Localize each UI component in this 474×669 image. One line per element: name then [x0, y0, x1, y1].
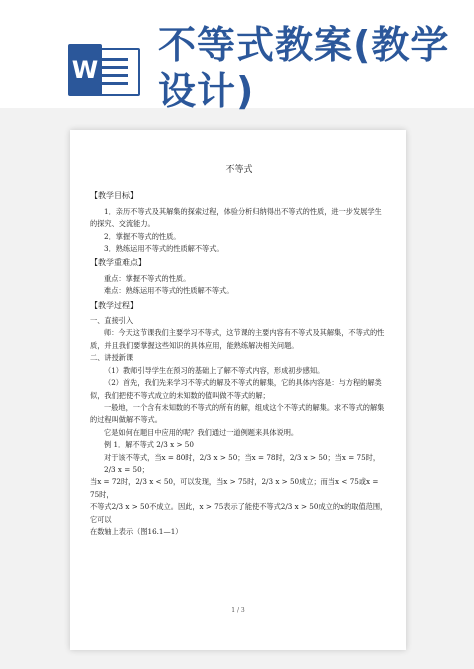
process-paragraph: 师：今天这节课我们主要学习不等式，这节课的主要内容有不等式及其解集，不等式的性质，并且我们要掌握这些知识的具体应用，能熟练解决相关问题。 — [90, 328, 385, 350]
section-heading-process: 【教学过程】 — [90, 300, 138, 310]
goal-item: 1．亲历不等式及其解集的探索过程，体验分析归纳得出不等式的性质，进一步发展学生的探究、交流能力。 — [90, 206, 382, 229]
key-point-item: 重点：掌握不等式的性质。 — [104, 273, 191, 283]
example-line — [90, 439, 388, 451]
process-paragraph: 一般地，一个含有未知数的不等式的所有的解，组成这个不等式的解集。求不等式的解集的过程叫做解不等式。 — [90, 402, 385, 425]
header-banner — [0, 0, 474, 113]
document-line — [98, 58, 128, 61]
math-line: 对于该不等式，当x = 80时，2/3 x > 50；当x = 78时，2/3 x > 50；当x = 75时，2/3 x = 50； — [104, 452, 381, 474]
math-line: 当x = 72时，2/3 x < 50，可以发现，当x > 75时，2/3 x > 50成立；而当x < 75或x = 75时， — [90, 477, 379, 499]
document-title: 不等式 — [225, 165, 253, 175]
goal-item: 3．熟练运用不等式的性质解不等式。 — [104, 244, 224, 254]
document-line — [98, 74, 128, 77]
word-document-icon — [68, 44, 138, 96]
math-line: 在数轴上表示（图16.1—1） — [90, 526, 183, 536]
section-heading-goals: 【教学目标】 — [90, 191, 138, 201]
document-line — [98, 82, 128, 85]
document-content — [90, 164, 388, 538]
document-line — [98, 66, 128, 69]
section-heading-key-points: 【教学重难点】 — [90, 258, 146, 268]
example-expression: 2/3 x > 50 — [156, 440, 194, 450]
goal-item: 2．掌握不等式的性质。 — [104, 231, 181, 241]
math-line: 不等式2/3 x > 50不成立。因此，x > 75表示了能使不等式2/3 x > 50成立的x的取值范围，它可以 — [90, 502, 388, 524]
page-number: 1 / 3 — [231, 607, 245, 614]
word-letter: W — [68, 44, 102, 96]
process-subheading: 二、讲授新课 — [90, 353, 134, 363]
process-paragraph: （2）首先，我们先来学习不等式的解及不等式的解集，它的具体内容是：与方程的解类似，我们把使不等式成立的未知数的值叫做不等式的解； — [90, 378, 382, 400]
process-paragraph: 它是如何在题目中应用的呢？我们通过一道例题来具体说明。 — [104, 427, 299, 437]
example-label: 例 1．解不等式 — [104, 440, 154, 450]
process-paragraph: （1）教师引导学生在预习的基础上了解不等式内容，形成初步感知。 — [104, 365, 325, 375]
key-point-item: 难点：熟练运用不等式的性质解不等式。 — [104, 286, 234, 296]
page-title: 不等式教案(教学设计) — [158, 23, 450, 113]
document-page — [70, 130, 406, 650]
process-subheading: 一、直接引入 — [90, 316, 134, 326]
